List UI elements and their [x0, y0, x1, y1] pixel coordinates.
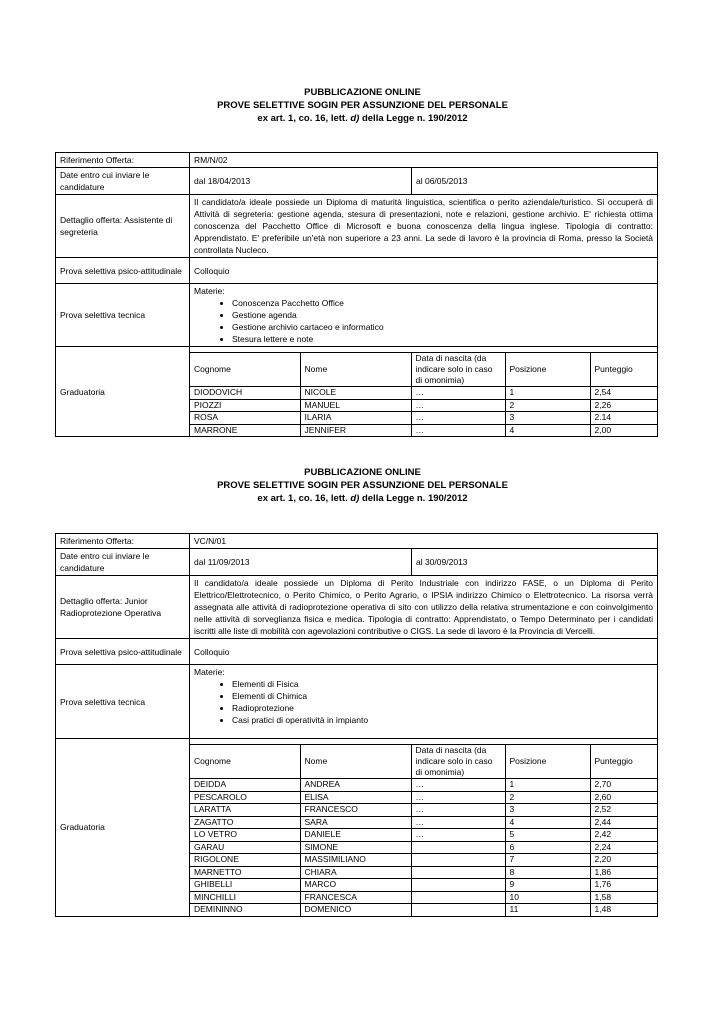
cognome-cell: MARNETTO [190, 866, 300, 879]
cognome-cell: LO VETRO [190, 829, 300, 842]
ranking-row [190, 804, 657, 817]
col-nome: Nome [300, 353, 411, 387]
posizione-cell: 8 [505, 866, 590, 879]
date-to: al 06/05/2013 [412, 168, 658, 195]
nome-cell: ELISA [300, 791, 411, 804]
tecnica-label: Prova selettiva tecnica [56, 284, 190, 347]
row-date [56, 168, 658, 195]
row-graduatoria [56, 739, 658, 917]
data-nascita-cell: … [411, 804, 505, 817]
cognome-cell: PESCAROLO [190, 791, 300, 804]
nome-cell: CHIARA [300, 866, 411, 879]
data-nascita-cell [411, 879, 505, 892]
heading-line-3-prefix: ex art. 1, co. 16, lett. [257, 493, 351, 504]
row-dettaglio [56, 576, 658, 639]
ranking-header-row [190, 353, 657, 387]
materie-label: Materie: [194, 667, 225, 677]
col-data-nascita: Data di nascita (da indicare solo in caso di omonimia) [411, 745, 505, 779]
heading-line-3-prefix: ex art. 1, co. 16, lett. [257, 113, 351, 124]
ranking-header-row [190, 745, 657, 779]
riferimento-value: RM/N/02 [190, 153, 658, 168]
col-cognome: Cognome [190, 745, 300, 779]
heading-line-3-suffix: della Legge n. 190/2012 [359, 493, 468, 504]
data-nascita-cell: … [411, 399, 505, 412]
heading-line-3-suffix: della Legge n. 190/2012 [359, 113, 468, 124]
posizione-cell: 5 [505, 829, 590, 842]
punteggio-cell: 2,52 [590, 804, 657, 817]
posizione-cell: 11 [505, 904, 590, 916]
nome-cell: ILARIA [300, 412, 411, 425]
punteggio-cell: 1,86 [590, 866, 657, 879]
punteggio-cell: 2,26 [590, 399, 657, 412]
row-riferimento [56, 534, 658, 549]
graduatoria-label: Graduatoria [56, 347, 190, 437]
posizione-cell: 1 [505, 387, 590, 400]
materia-item: • Gestione agenda [232, 309, 653, 321]
punteggio-cell: 2,20 [590, 854, 657, 867]
punteggio-cell: 2.14 [590, 412, 657, 425]
posizione-cell: 3 [505, 804, 590, 817]
materie-list [194, 678, 653, 726]
materia-item: • Elementi di Fisica [232, 678, 653, 690]
ranking-row [190, 866, 657, 879]
row-psico [56, 258, 658, 284]
cognome-cell: MARRONE [190, 424, 300, 436]
punteggio-cell: 1,48 [590, 904, 657, 916]
col-posizione: Posizione [505, 745, 590, 779]
graduatoria-cell [190, 347, 658, 437]
riferimento-label: Riferimento Offerta: [56, 153, 190, 168]
materia-item: • Gestione archivio cartaceo e informatico [232, 321, 653, 333]
nome-cell: JENNIFER [300, 424, 411, 436]
ranking-row [190, 854, 657, 867]
dettaglio-label: Dettaglio offerta: Junior Radioprotezione Operativa [56, 576, 190, 639]
posizione-cell: 10 [505, 891, 590, 904]
col-nome: Nome [300, 745, 411, 779]
punteggio-cell: 2,60 [590, 791, 657, 804]
punteggio-cell: 2,24 [590, 841, 657, 854]
data-nascita-cell [411, 891, 505, 904]
heading-line-2: PROVE SELETTIVE SOGIN PER ASSUNZIONE DEL PERSONALE [217, 100, 508, 111]
cognome-cell: GARAU [190, 841, 300, 854]
heading-line-3-italic: d) [350, 493, 360, 504]
cognome-cell: DIODOVICH [190, 387, 300, 400]
dettaglio-text: Il candidato/a ideale possiede un Diploma di maturità linguistica, scientifica o perito aziendale/turistico. Si occuperà di Attività di segreteria: gestione agenda, stesura di presentazioni, note e relazioni, gestione archivio. E' richiesta ottima conoscenza del Pacchetto Office di Microsoft e buona conoscenza della lingua inglese. Tipologia di contratto: Apprendistato. E' preferibile un'età non superiore a 23 anni. La sede di lavoro è la provincia di Roma, presso la Società controllata Nucleco. [190, 195, 658, 258]
posizione-cell: 7 [505, 854, 590, 867]
materia-item: • Elementi di Chimica [232, 690, 653, 702]
ranking-row [190, 829, 657, 842]
data-nascita-cell [411, 854, 505, 867]
nome-cell: ANDREA [300, 779, 411, 792]
col-punteggio: Punteggio [590, 745, 657, 779]
cognome-cell: ZAGATTO [190, 816, 300, 829]
cognome-cell: DEIDDA [190, 779, 300, 792]
heading-line-3 [0, 112, 725, 125]
nome-cell: SARA [300, 816, 411, 829]
data-nascita-cell: … [411, 387, 505, 400]
section-heading [0, 466, 725, 505]
data-nascita-cell [411, 904, 505, 916]
nome-cell: MARCO [300, 879, 411, 892]
posizione-cell: 3 [505, 412, 590, 425]
tecnica-label: Prova selettiva tecnica [56, 665, 190, 739]
cognome-cell: LARATTA [190, 804, 300, 817]
materie-cell [190, 284, 658, 347]
date-label: Date entro cui inviare le candidature [56, 549, 190, 576]
ranking-table [190, 352, 657, 436]
date-from: dal 18/04/2013 [190, 168, 412, 195]
col-cognome: Cognome [190, 353, 300, 387]
ranking-row [190, 841, 657, 854]
data-nascita-cell: … [411, 791, 505, 804]
nome-cell: MASSIMILIANO [300, 854, 411, 867]
row-graduatoria [56, 347, 658, 437]
section-heading [0, 86, 725, 125]
ranking-row [190, 424, 657, 436]
riferimento-label: Riferimento Offerta: [56, 534, 190, 549]
ranking-row [190, 891, 657, 904]
punteggio-cell: 1,58 [590, 891, 657, 904]
cognome-cell: MINCHILLI [190, 891, 300, 904]
materia-item: • Radioprotezione [232, 702, 653, 714]
data-nascita-cell: … [411, 816, 505, 829]
row-dettaglio [56, 195, 658, 258]
punteggio-cell: 2,42 [590, 829, 657, 842]
data-nascita-cell: … [411, 424, 505, 436]
ranking-table [190, 744, 657, 916]
psico-value: Colloquio [190, 639, 658, 665]
cognome-cell: DEMININNO [190, 904, 300, 916]
nome-cell: FRANCESCA [300, 891, 411, 904]
nome-cell: DANIELE [300, 829, 411, 842]
col-data-nascita: Data di nascita (da indicare solo in caso di omonimia) [411, 353, 505, 387]
heading-line-1: PUBBLICAZIONE ONLINE [304, 87, 421, 98]
data-nascita-cell: … [411, 829, 505, 842]
ranking-row [190, 387, 657, 400]
punteggio-cell: 2,44 [590, 816, 657, 829]
posizione-cell: 2 [505, 399, 590, 412]
materie-cell [190, 665, 658, 739]
posizione-cell: 1 [505, 779, 590, 792]
punteggio-cell: 2,70 [590, 779, 657, 792]
data-nascita-cell [411, 841, 505, 854]
punteggio-cell: 2,54 [590, 387, 657, 400]
ranking-row [190, 879, 657, 892]
cognome-cell: GHIBELLI [190, 879, 300, 892]
cognome-cell: PIOZZI [190, 399, 300, 412]
psico-value: Colloquio [190, 258, 658, 284]
heading-line-1: PUBBLICAZIONE ONLINE [304, 467, 421, 478]
cognome-cell: ROSA [190, 412, 300, 425]
heading-line-3 [0, 492, 725, 505]
punteggio-cell: 2,00 [590, 424, 657, 436]
date-to: al 30/09/2013 [412, 549, 658, 576]
materie-label: Materie: [194, 286, 225, 296]
date-from: dal 11/09/2013 [190, 549, 412, 576]
nome-cell: NICOLE [300, 387, 411, 400]
data-nascita-cell: … [411, 779, 505, 792]
ranking-row [190, 791, 657, 804]
cognome-cell: RIGOLONE [190, 854, 300, 867]
punteggio-cell: 1,76 [590, 879, 657, 892]
graduatoria-label: Graduatoria [56, 739, 190, 917]
psico-label: Prova selettiva psico-attitudinale [56, 639, 190, 665]
posizione-cell: 4 [505, 424, 590, 436]
dettaglio-text: Il candidato/a ideale possiede un Diploma di Perito Industriale con indirizzo FASE, o un Diploma di Perito Elettrico/Elettrotecnico, o Perito Chimico, o Perito Agrario, o IPSIA indirizzo Chimico o Elettrotecnico. La risorsa verrà assegnata alle attività di radioprotezione operativa di sito con utilizzo della relativa strumentazione e con coinvolgimento nelle attività di sorveglianza fisica e medica. Tipologia di contratto: Apprendistato, o Tempo Determinato per i candidati iscritti alle liste di mobilità con agevolazioni contributive o CIGS. La sede di lavoro è la Provincia di Vercelli. [190, 576, 658, 639]
row-psico [56, 639, 658, 665]
materie-list [194, 297, 653, 345]
materia-item: • Conoscenza Pacchetto Office [232, 297, 653, 309]
row-tecnica [56, 665, 658, 739]
row-tecnica [56, 284, 658, 347]
ranking-row [190, 816, 657, 829]
posizione-cell: 6 [505, 841, 590, 854]
data-nascita-cell [411, 866, 505, 879]
graduatoria-cell [190, 739, 658, 917]
nome-cell: SIMONE [300, 841, 411, 854]
col-posizione: Posizione [505, 353, 590, 387]
heading-line-3-italic: d) [350, 113, 360, 124]
posizione-cell: 2 [505, 791, 590, 804]
ranking-row [190, 779, 657, 792]
row-date [56, 549, 658, 576]
offer-table [55, 533, 658, 917]
materia-item: • Stesura lettere e note [232, 333, 653, 345]
date-label: Date entro cui inviare le candidature [56, 168, 190, 195]
psico-label: Prova selettiva psico-attitudinale [56, 258, 190, 284]
riferimento-value: VC/N/01 [190, 534, 658, 549]
data-nascita-cell: … [411, 412, 505, 425]
nome-cell: DOMENICO [300, 904, 411, 916]
ranking-row [190, 904, 657, 916]
nome-cell: MANUEL [300, 399, 411, 412]
offer-table [55, 152, 658, 437]
dettaglio-label: Dettaglio offerta: Assistente di segreteria [56, 195, 190, 258]
nome-cell: FRANCESCO [300, 804, 411, 817]
ranking-row [190, 399, 657, 412]
heading-line-2: PROVE SELETTIVE SOGIN PER ASSUNZIONE DEL PERSONALE [217, 480, 508, 491]
materia-item: • Casi pratici di operatività in impianto [232, 714, 653, 726]
posizione-cell: 9 [505, 879, 590, 892]
row-riferimento [56, 153, 658, 168]
ranking-row [190, 412, 657, 425]
col-punteggio: Punteggio [590, 353, 657, 387]
posizione-cell: 4 [505, 816, 590, 829]
